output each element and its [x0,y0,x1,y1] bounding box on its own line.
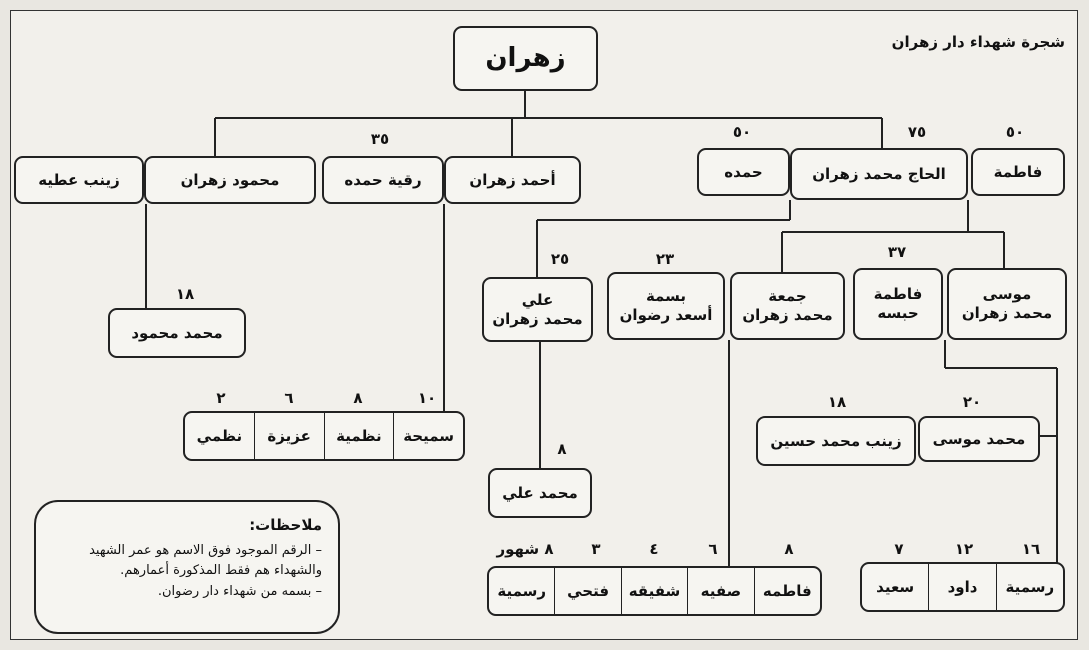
node-zainab-atiya: زينب عطيه [14,156,144,204]
juma-child-5: رسمية [497,582,547,600]
musa-children-row [860,562,1065,612]
node-zainab-mohammad-husein: زينب محمد حسين [756,416,916,466]
node-fatima-habseh: فاطمة حبسه [853,268,943,340]
ahmad-child-2: نظمية [324,413,394,459]
age-juma-child-4: ٣ [591,540,601,558]
age-ahmad-child-1: ١٠ [417,389,437,407]
node-juma-mohammad-zahran: جمعة محمد زهران [730,272,845,340]
node-mohammad-musa: محمد موسى [918,416,1040,462]
juma-child-1: فاطمه [754,568,820,614]
age-juma-child-1: ٨ [784,540,794,558]
ahmad-children-row [183,411,465,461]
ahmad-child-3: عزيزة [254,413,324,459]
node-mahmoud-zahran: محمود زهران [144,156,316,204]
age-fatima-habseh: ٣٧ [887,243,907,261]
age-musa-child-3: ٧ [894,540,904,558]
musa-child-1: رسمية [996,564,1063,610]
age-ali: ٢٥ [550,250,570,268]
node-ali-mohammad-zahran: علي محمد زهران [482,277,593,342]
age-ruqaya: ٣٥ [370,130,390,148]
age-mohammad-musa: ٢٠ [962,393,982,411]
node-ahmad-zahran: أحمد زهران [444,156,581,204]
node-mohammad-mahmoud: محمد محمود [108,308,246,358]
notes-title: ملاحظات: [249,516,322,534]
node-hamdeh: حمده [697,148,790,196]
node-mohammad-ali: محمد علي [488,468,592,518]
node-basma-asad-radwan: بسمة أسعد رضوان [607,272,725,340]
age-mohammad-mahmoud: ١٨ [175,285,195,303]
age-fatima-top: ٥٠ [1005,123,1025,141]
node-fatima-top: فاطمة [971,148,1065,196]
node-ruqaya-hamdeh: رقية حمده [322,156,444,204]
ahmad-child-4: نظمي [196,427,243,445]
notes-line-2: – بسمه من شهداء دار رضوان. [157,583,322,599]
age-musa-child-2: ١٢ [954,540,974,558]
age-haj: ٧٥ [907,123,927,141]
node-musa-mohammad-zahran: موسى محمد زهران [947,268,1067,340]
node-haj-mohammad-zahran: الحاج محمد زهران [790,148,968,200]
age-ahmad-child-4: ٢ [216,389,226,407]
musa-child-3: سعيد [876,578,915,596]
juma-child-4: فتحي [554,568,620,614]
root-node: زهران [453,26,598,91]
age-mohammad-ali: ٨ [557,440,567,458]
juma-child-2: صفيه [687,568,753,614]
musa-child-2: داود [928,564,995,610]
age-juma-child-5: ٨ شهور [496,540,554,558]
juma-children-row [487,566,822,616]
age-juma-child-3: ٤ [649,540,659,558]
age-hamdeh: ٥٠ [732,123,752,141]
age-basma: ٢٣ [655,250,675,268]
notes-box [34,500,340,634]
age-ahmad-child-2: ٨ [353,389,363,407]
diagram-title: شجرة شهداء دار زهران [891,33,1065,51]
age-juma-child-2: ٦ [708,540,718,558]
ahmad-child-1: سميحة [393,413,463,459]
juma-child-3: شفيقه [621,568,687,614]
age-ahmad-child-3: ٦ [284,389,294,407]
notes-line-1: – الرقم الموجود فوق الاسم هو عمر الشهيد والشهداء هم فقط المذكورة أعمارهم. [89,543,322,579]
age-zainab-husein: ١٨ [827,393,847,411]
age-musa-child-1: ١٦ [1021,540,1041,558]
